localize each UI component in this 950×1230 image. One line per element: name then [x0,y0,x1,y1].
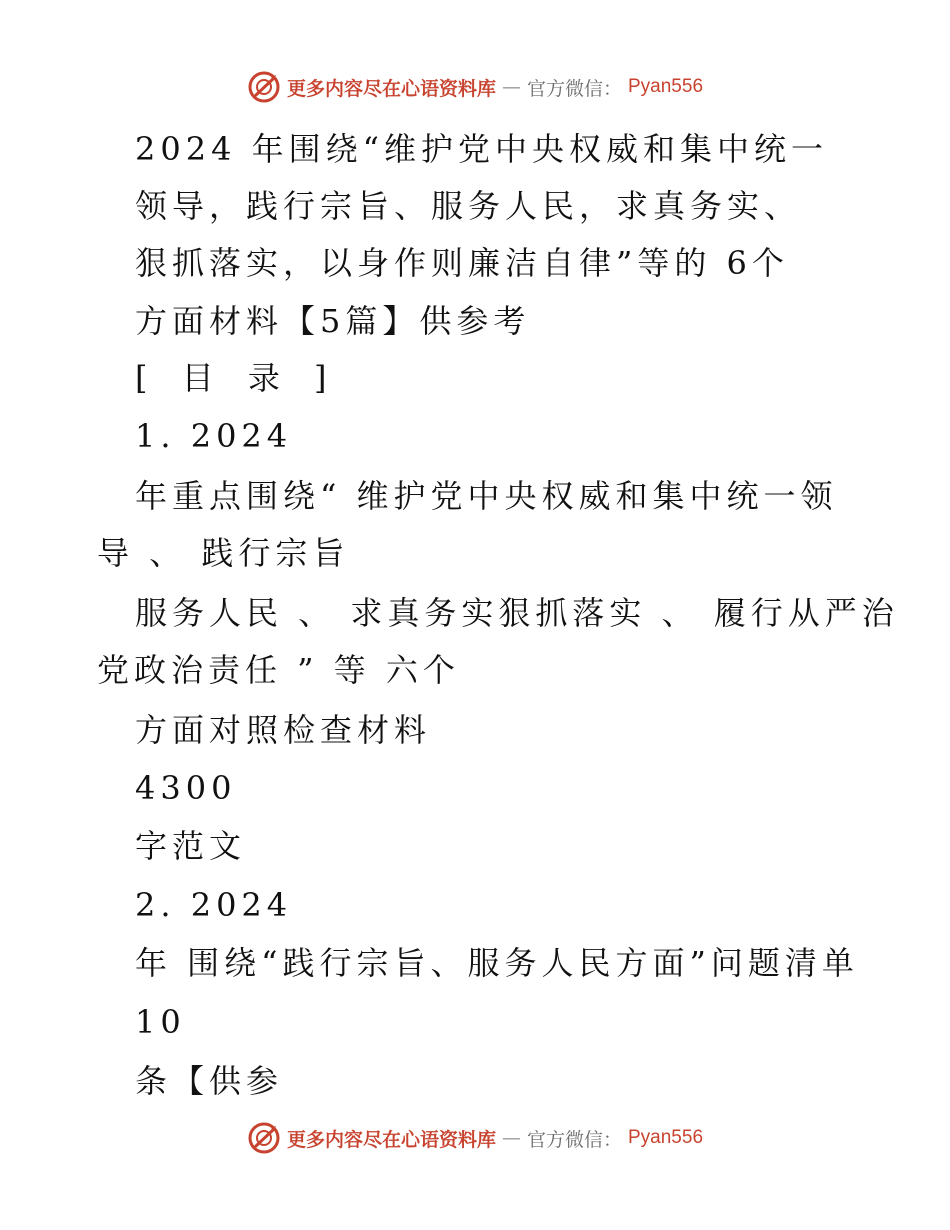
banner-main-text: 更多内容尽在心语资料库 [286,1128,496,1151]
title-line-1: 2024 年围绕“维护党中央权威和集中统一 [135,130,828,168]
toc-item-1-line-2: 导 、 践行宗旨 [97,534,350,572]
header-banner [0,70,950,104]
toc-item-2-line-1: 年 围绕“践行宗旨、服务人民方面”问题清单 [135,944,859,982]
toc-item-2-count: 10 [135,1003,186,1041]
footer-banner [0,1121,950,1155]
toc-item-1-line-5: 方面对照检查材料 [135,711,432,749]
banner-main-text: 更多内容尽在心语资料库 [286,77,496,100]
banner-dash: — [501,1127,521,1149]
banner-account-id: Pyan556 [628,1127,704,1148]
banner-account-id: Pyan556 [628,76,704,97]
brand-logo-icon [247,1121,281,1155]
title-line-2: 领导，践行宗旨、服务人民，求真务实、 [135,187,802,225]
toc-item-2-number: 2. 2024 [135,886,293,924]
toc-item-1-line-1: 年重点围绕“ 维护党中央权威和集中统一领 [135,477,838,515]
toc-item-1-line-6: 字范文 [135,827,247,865]
toc-item-1-wordcount: 4300 [135,769,237,807]
toc-item-1-line-4: 党政治责任 ” 等 六个 [97,651,460,689]
title-line-4: 方面材料【5篇】供参考 [135,302,531,340]
toc-item-2-line-2: 条【供参 [135,1062,284,1100]
banner-official-label: 官方微信： [526,1128,622,1151]
banner-dash: — [501,76,521,98]
title-line-3: 狠抓落实，以身作则廉洁自律”等的 6个 [135,244,789,282]
toc-heading: [ 目 录 ] [135,359,339,397]
toc-item-1-line-3: 服务人民 、 求真务实狠抓落实 、 履行从严治 [135,594,899,632]
toc-item-1-number: 1. 2024 [135,417,293,455]
brand-logo-icon [247,70,281,104]
banner-official-label: 官方微信： [526,77,622,100]
